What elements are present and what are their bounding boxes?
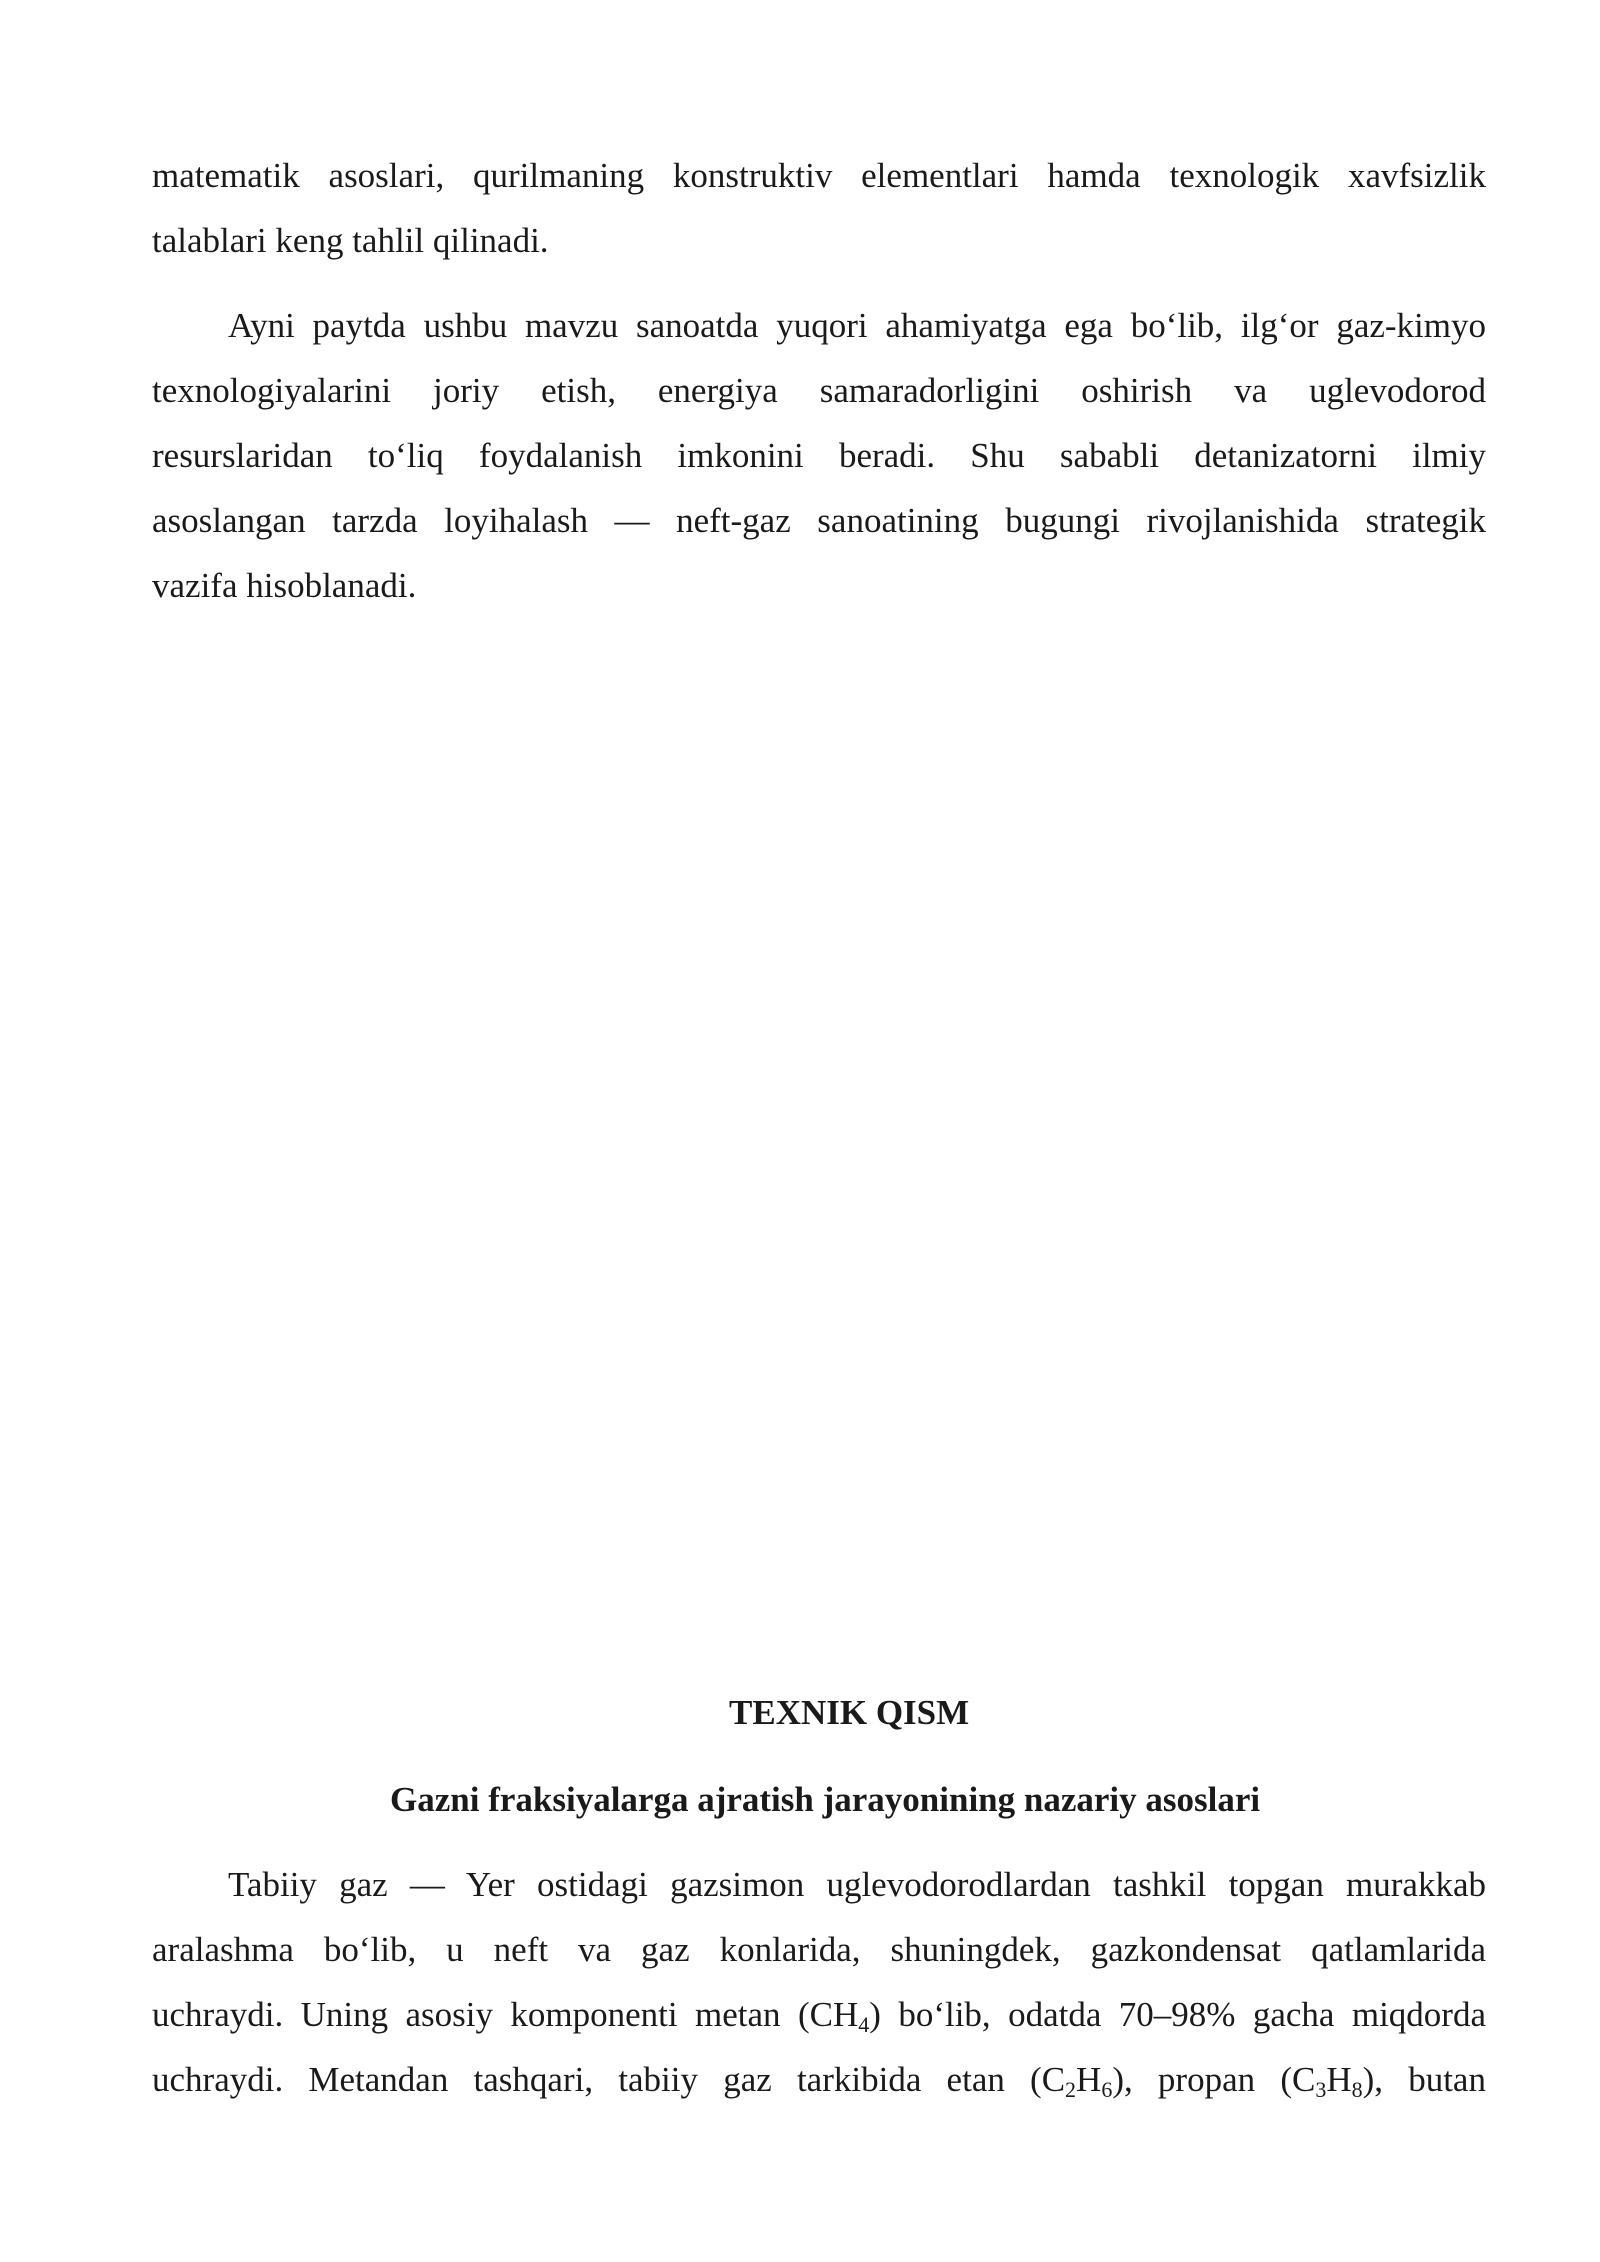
text-run: uchraydi. Uning asosiy komponenti metan (CH	[152, 1995, 859, 2034]
paragraph-line: Ayni paytda ushbu mavzu sanoatda yuqori ahamiyatga ega bo‘lib, ilg‘or gaz-kimyo	[228, 306, 1486, 345]
paragraph-line: aralashma bo‘lib, u neft va gaz konlarida, shuningdek, gazkondensat qatlamlarida	[152, 1930, 1486, 1969]
section-title: TEXNIK QISM	[729, 1693, 970, 1732]
paragraph-line: resurslaridan to‘liq foydalanish imkonini beradi. Shu sababli detanizatorni ilmiy	[152, 436, 1486, 475]
paragraph-line: asoslangan tarzda loyihalash — neft-gaz sanoatining bugungi rivojlanishida strategik	[152, 501, 1486, 540]
paragraph-line	[152, 2060, 1486, 2100]
paragraph-line: Tabiiy gaz — Yer ostidagi gazsimon uglevodorodlardan tashkil topgan murakkab	[228, 1865, 1486, 1904]
text-run: uchraydi. Metandan tashqari, tabiiy gaz tarkibida etan (C	[152, 2060, 1066, 2099]
paragraph-line: vazifa hisoblanadi.	[152, 566, 417, 605]
subscript: 2	[1065, 2077, 1077, 2102]
text-run: ) bo‘lib, odatda 70–98% gacha miqdorda	[869, 1995, 1486, 2034]
subscript: 6	[1101, 2077, 1113, 2102]
subsection-title: Gazni fraksiyalarga ajratish jarayonining nazariy asoslari	[390, 1780, 1261, 1819]
text-run: H	[1076, 2060, 1102, 2099]
paragraph-line: talablari keng tahlil qilinadi.	[152, 221, 549, 260]
text-run: ), propan (C	[1112, 2060, 1316, 2099]
paragraph-line: matematik asoslari, qurilmaning konstruktiv elementlari hamda texnologik xavfsizlik	[152, 156, 1486, 195]
text-run: H	[1326, 2060, 1352, 2099]
subscript: 4	[858, 2012, 870, 2037]
paragraph-line	[152, 1995, 1486, 2035]
text-run: ), butan	[1362, 2060, 1486, 2099]
subscript: 8	[1351, 2077, 1363, 2102]
subscript: 3	[1315, 2077, 1327, 2102]
paragraph-line: texnologiyalarini joriy etish, energiya samaradorligini oshirish va uglevodorod	[152, 371, 1486, 410]
